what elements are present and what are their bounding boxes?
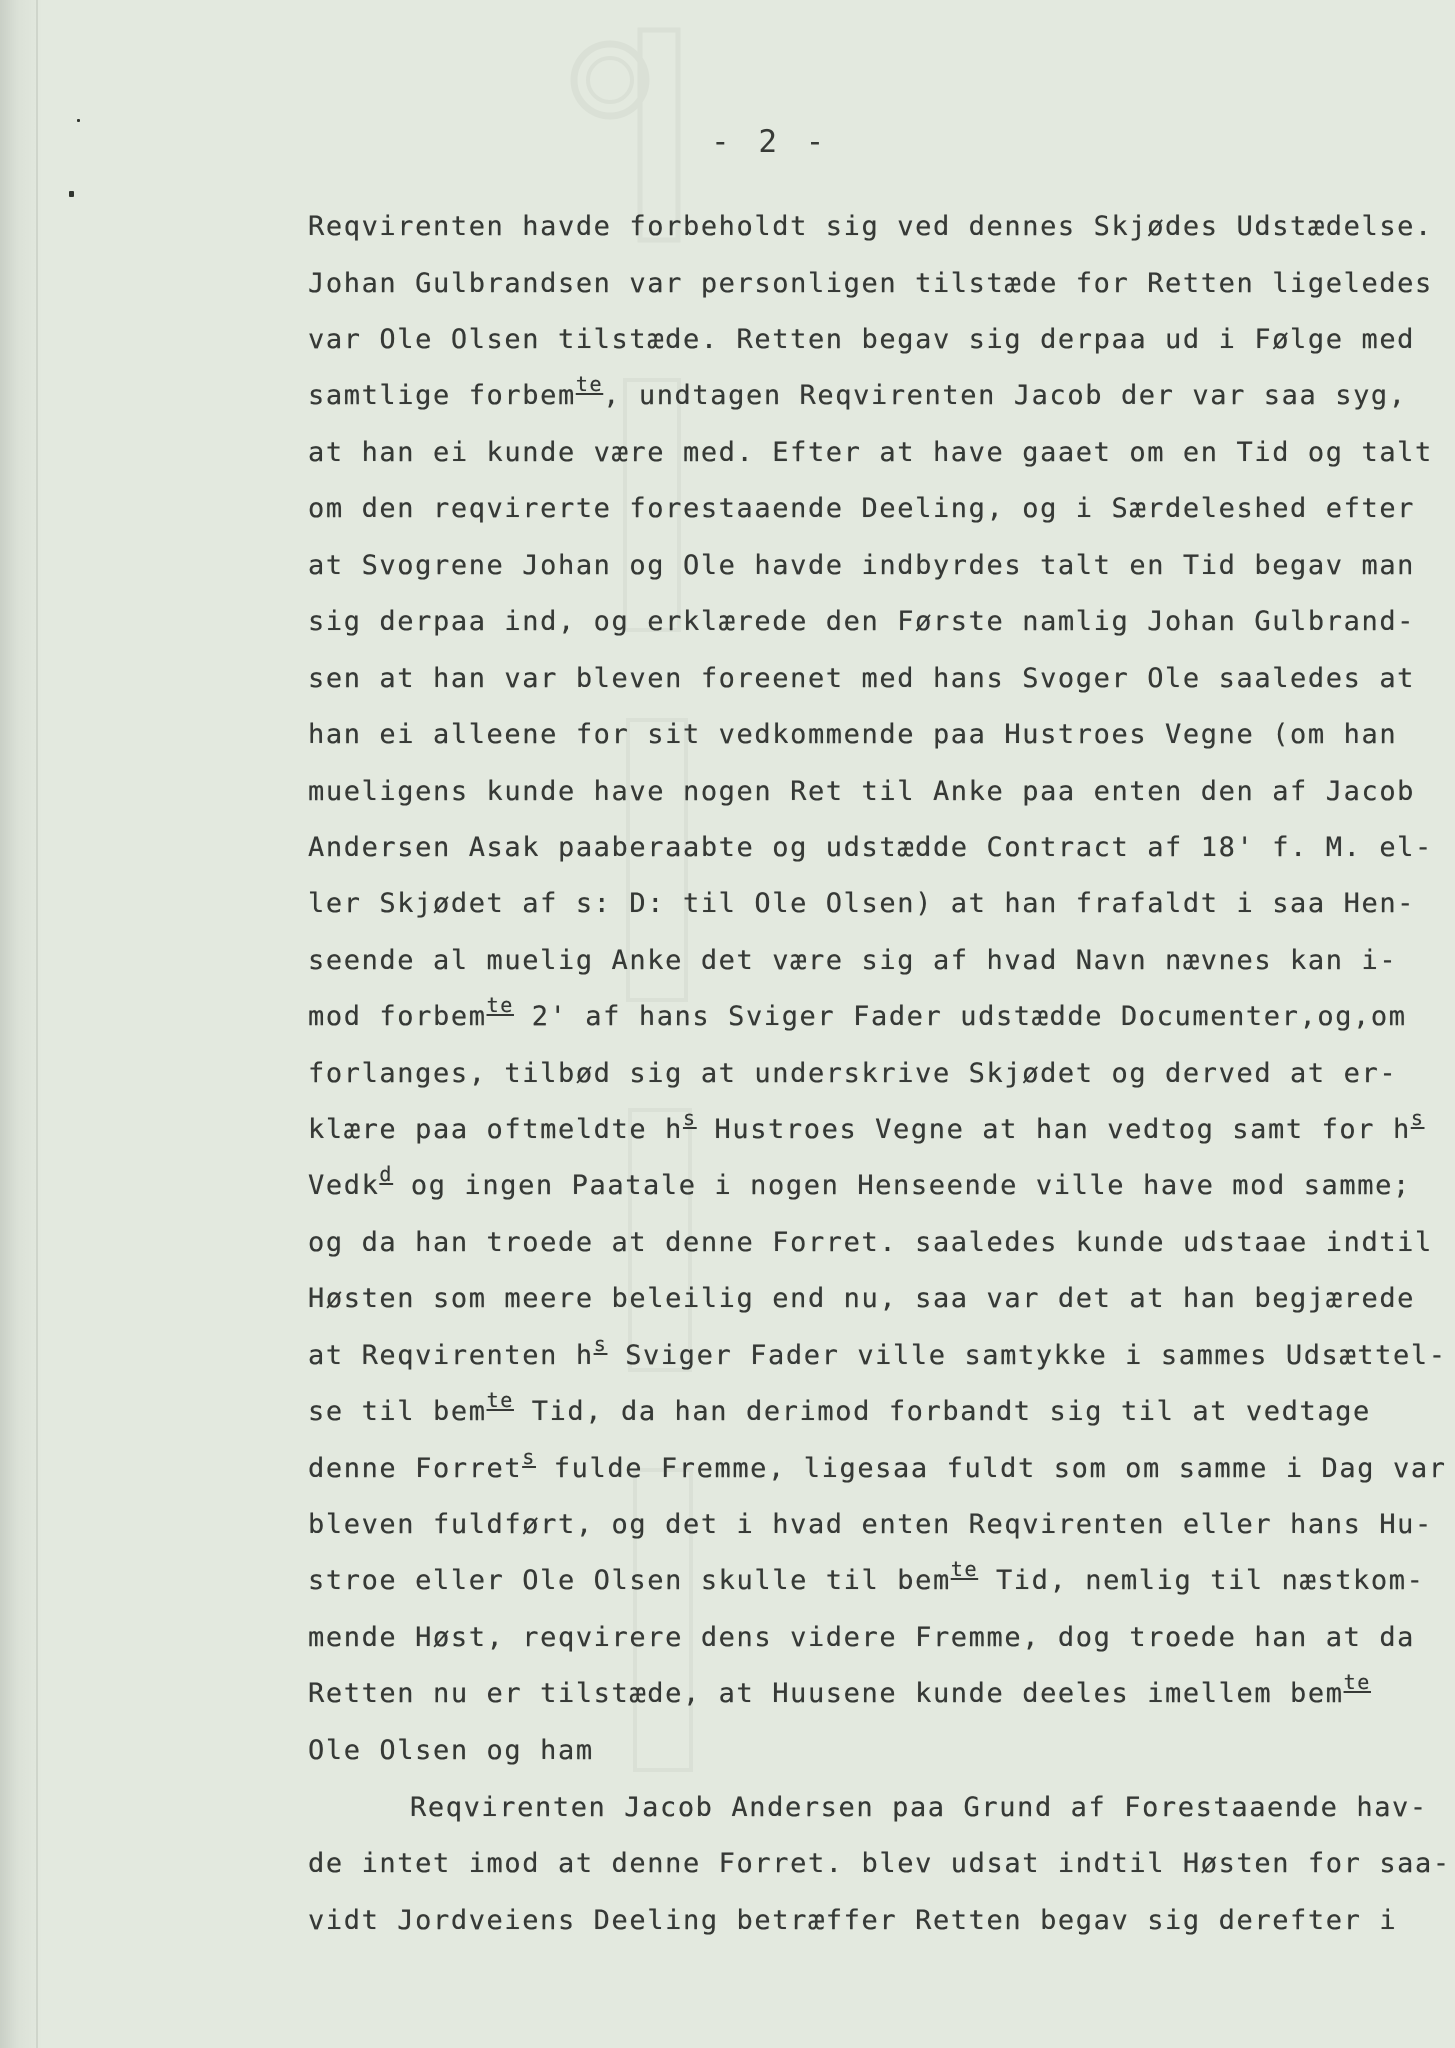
document-line — [308, 830, 1433, 870]
line-text: om den reqvirerte forestaaende Deeling, og i Særdeleshed efter — [308, 493, 1416, 524]
line-text: samtlige forbem — [308, 380, 576, 411]
document-line — [308, 1162, 1411, 1208]
line-text: mende Høst, reqvirere dens videre Fremme, dog troede han at da — [308, 1622, 1416, 1653]
document-line — [308, 209, 1433, 249]
line-text-continued: 2' af hans Sviger Fader udstædde Documenter,og,om — [513, 1001, 1407, 1032]
superscript-abbreviation: s — [593, 1332, 608, 1356]
line-text: bleven fuldført, og det i hvad enten Reqvirenten eller hans Hu- — [308, 1509, 1433, 1540]
document-line — [308, 372, 1407, 418]
line-text: Ole Olsen og ham — [308, 1735, 594, 1766]
line-text-continued: fulde Fremme, ligesaa fuldt som om samme i Dag var — [535, 1453, 1447, 1484]
document-line — [308, 943, 1397, 983]
document-line — [308, 1733, 594, 1773]
document-line — [308, 1225, 1433, 1265]
line-text: Johan Gulbrandsen var personligen tilstæde for Retten ligeledes — [308, 268, 1433, 299]
document-line — [308, 1507, 1433, 1547]
document-line — [308, 1846, 1451, 1886]
line-text: sig derpaa ind, og erklærede den Første namlig Johan Gulbrand- — [308, 606, 1416, 637]
document-line — [308, 435, 1433, 475]
document-line — [308, 1332, 1447, 1378]
line-text: han ei alleene for sit vedkommende paa Hustroes Vegne (om han — [308, 719, 1398, 750]
line-text: at han ei kunde være med. Efter at have gaaet om en Tid og talt — [308, 437, 1433, 468]
superscript-abbreviation: te — [486, 1388, 514, 1412]
line-text: de intet imod at denne Forret. blev udsat indtil Høsten for saa- — [308, 1848, 1451, 1879]
superscript-abbreviation: s — [1410, 1106, 1425, 1130]
line-text: at Svogrene Johan og Ole havde indbyrdes talt en Tid begav man — [308, 550, 1416, 581]
document-line — [308, 886, 1415, 926]
document-line — [308, 1557, 1425, 1603]
superscript-abbreviation: te — [575, 372, 604, 396]
line-text: mueligens kunde have nogen Ret til Anke paa enten den af Jacob — [308, 776, 1416, 807]
document-line — [308, 322, 1415, 362]
line-text-continued: Hustroes Vegne at han vedtog samt for h — [696, 1114, 1411, 1145]
document-line — [308, 1388, 1371, 1434]
line-text: Retten nu er tilstæde, at Huusene kunde deeles imellem bem — [308, 1678, 1344, 1709]
line-text: Høsten som meere beleilig end nu, saa var det at han begjærede — [308, 1283, 1416, 1314]
line-text: Andersen Asak paaberaabte og udstædde Contract af 18' f. M. el- — [308, 832, 1433, 863]
page-fold-line — [36, 0, 38, 2048]
line-text: Vedk — [308, 1170, 380, 1201]
line-text: Reqvirenten havde forbeholdt sig ved dennes Skjødes Udstædelse. — [308, 211, 1433, 242]
superscript-abbreviation: te — [950, 1557, 979, 1581]
document-line — [308, 993, 1407, 1039]
line-text-continued: og ingen Paatale i nogen Henseende ville have mod samme; — [393, 1170, 1411, 1201]
document-line — [410, 1790, 1428, 1830]
line-text: forlanges, tilbød sig at underskrive Skjødet og derved at er- — [308, 1058, 1398, 1089]
line-text-continued: Tid, da han derimod forbandt sig til at vedtage — [513, 1396, 1371, 1427]
document-line — [308, 1445, 1447, 1491]
superscript-abbreviation: d — [379, 1162, 394, 1186]
line-text: ler Skjødet af s: D: til Ole Olsen) at han frafaldt i saa Hen- — [308, 888, 1416, 919]
document-line — [308, 266, 1433, 306]
line-text: stroe eller Ole Olsen skulle til bem — [308, 1565, 951, 1596]
line-text: klære paa oftmeldte h — [308, 1114, 683, 1145]
paper-mark — [69, 191, 74, 197]
page-number: - 2 - — [711, 124, 830, 160]
line-text: vidt Jordveiens Deeling betræffer Retten begav sig derefter i — [308, 1905, 1398, 1936]
document-line — [308, 1281, 1415, 1321]
line-text: se til bem — [308, 1396, 487, 1427]
superscript-abbreviation: s — [682, 1106, 697, 1130]
line-text: var Ole Olsen tilstæde. Retten begav sig derpaa ud i Følge med — [308, 324, 1416, 355]
line-text-continued: Tid, nemlig til næstkom- — [978, 1565, 1425, 1596]
document-line — [308, 1620, 1415, 1660]
document-line — [308, 604, 1415, 644]
line-text: at Reqvirenten h — [308, 1340, 594, 1371]
line-text-continued: Sviger Fader ville samtykke i sammes Udsættel- — [607, 1340, 1447, 1371]
document-line — [308, 1903, 1397, 1943]
line-text: mod forbem — [308, 1001, 487, 1032]
superscript-abbreviation: s — [522, 1445, 536, 1469]
document-line — [308, 1056, 1397, 1096]
line-text: Reqvirenten Jacob Andersen paa Grund af Forestaaende hav- — [410, 1792, 1428, 1823]
document-line — [308, 491, 1415, 531]
line-text: sen at han var bleven foreenet med hans Svoger Ole saaledes at — [308, 663, 1416, 694]
document-line — [308, 1670, 1371, 1716]
line-text: og da han troede at denne Forret. saaledes kunde udstaae indtil — [308, 1227, 1433, 1258]
line-text: denne Forret — [308, 1453, 523, 1484]
document-line — [308, 717, 1397, 757]
paper-speck — [77, 119, 80, 122]
document-line — [308, 661, 1415, 701]
superscript-abbreviation: te — [486, 993, 514, 1017]
superscript-abbreviation: te — [1343, 1670, 1371, 1694]
line-text-continued: , undtagen Reqvirenten Jacob der var saa syg, — [603, 380, 1407, 411]
line-text: seende al muelig Anke det være sig af hvad Navn nævnes kan i- — [308, 945, 1398, 976]
document-line — [308, 774, 1415, 814]
document-line — [308, 548, 1415, 588]
document-line — [308, 1106, 1425, 1152]
